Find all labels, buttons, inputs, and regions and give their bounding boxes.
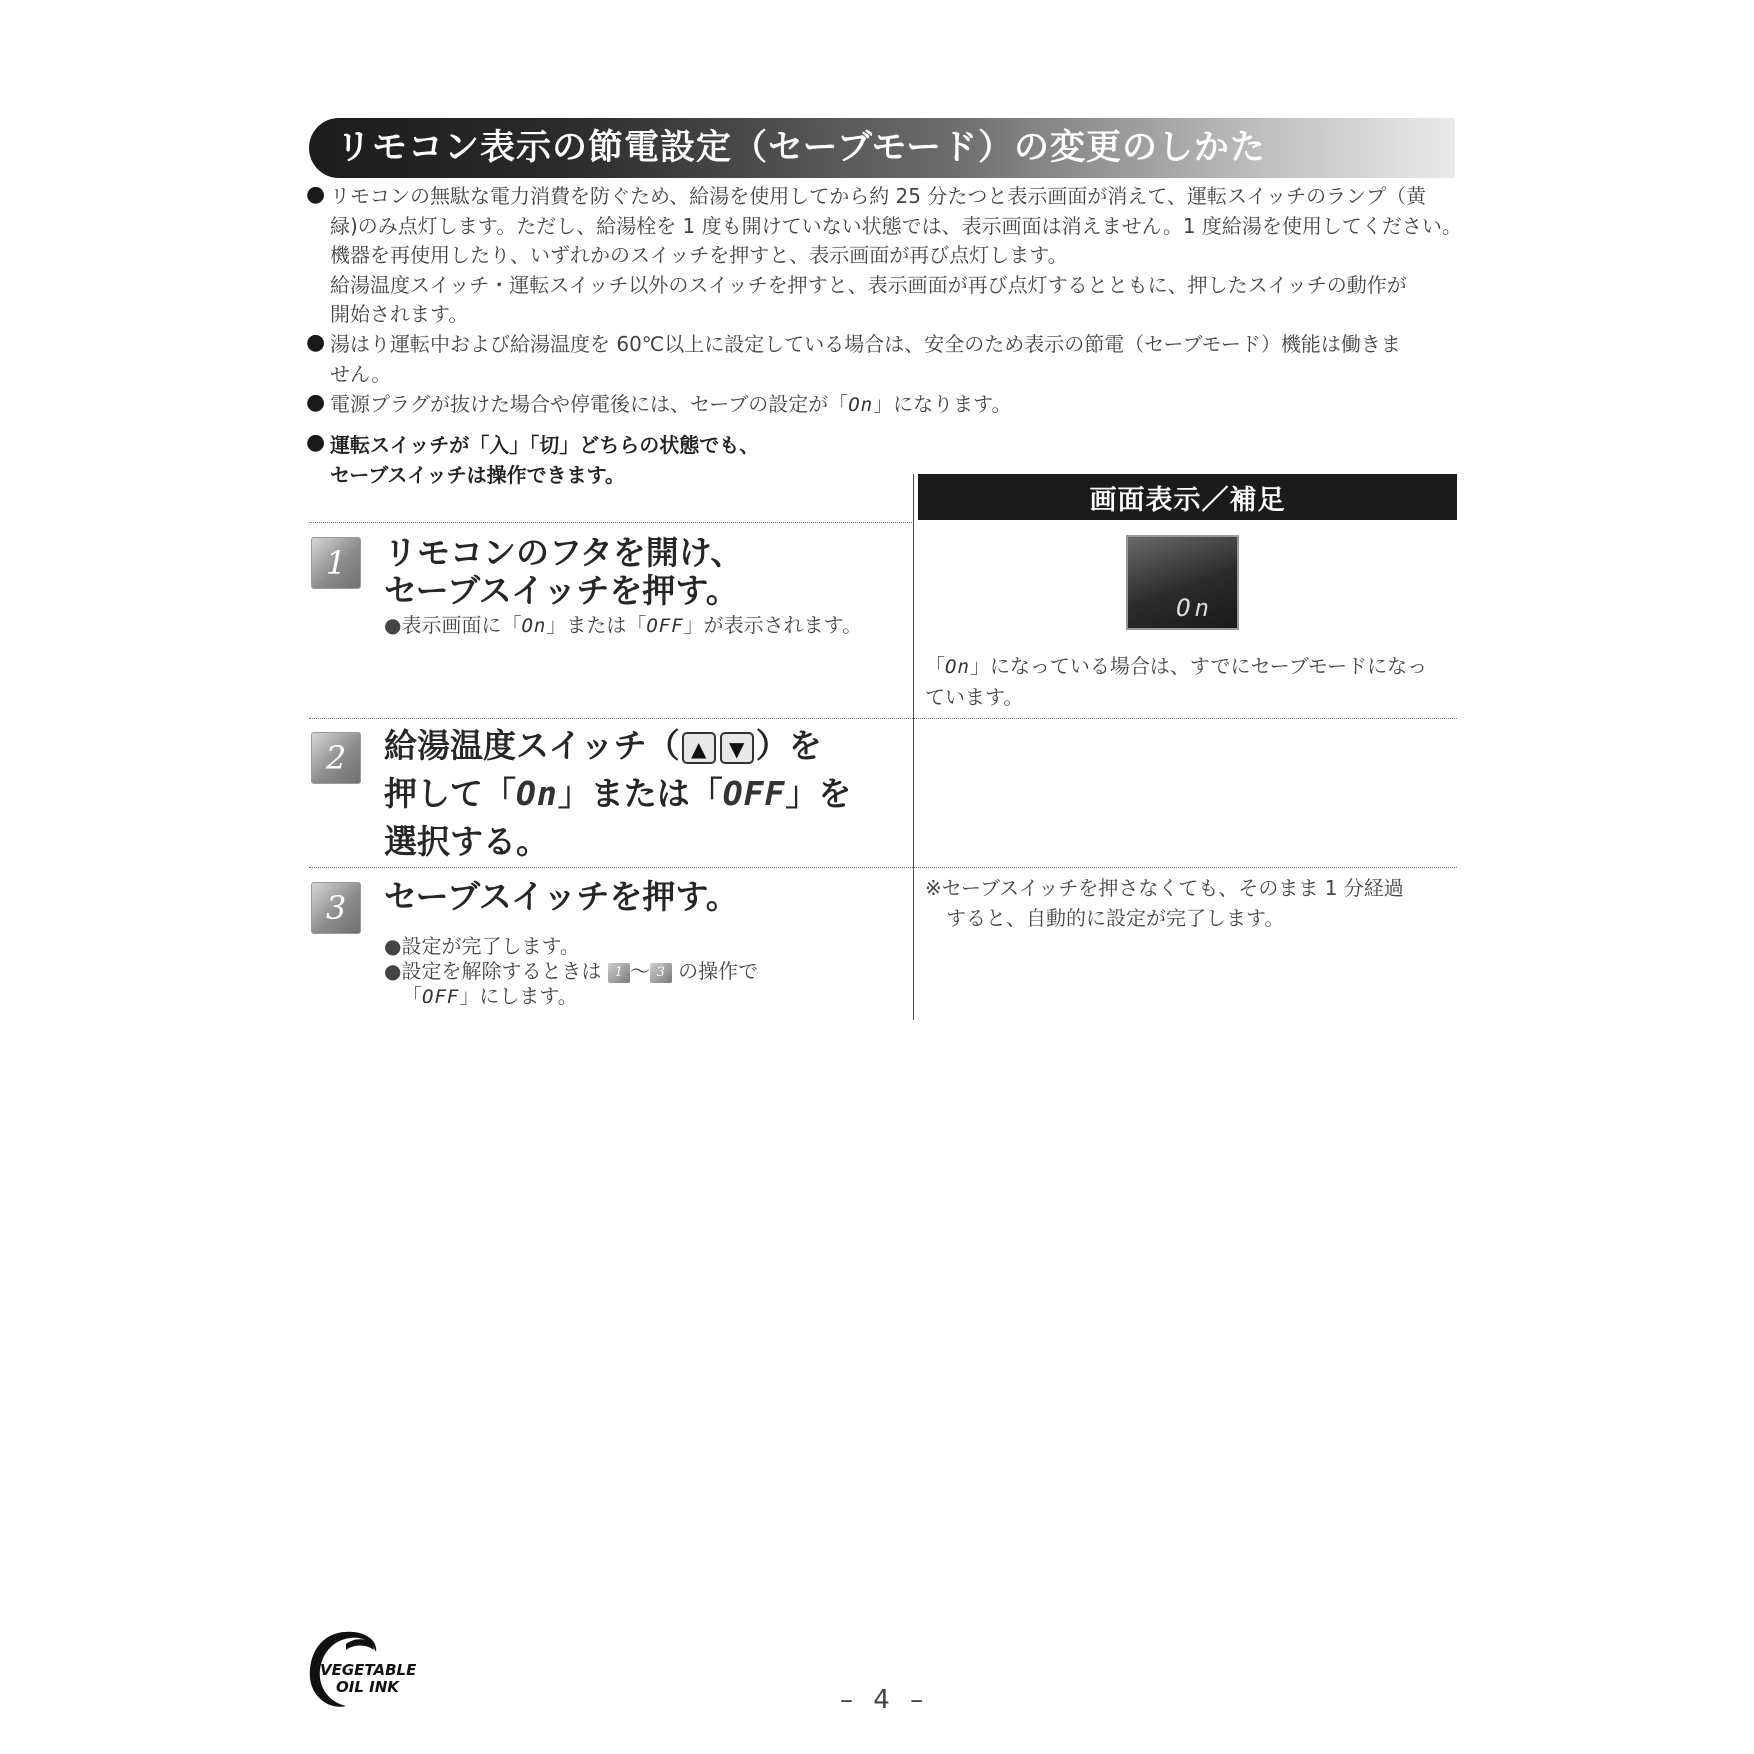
step-3-title: セーブスイッチを押す。 bbox=[384, 877, 739, 916]
column-header: 画面表示／補足 bbox=[918, 474, 1457, 520]
lcd-text: On bbox=[1176, 594, 1213, 622]
row-separator bbox=[309, 867, 1457, 868]
title-line: セーブスイッチを押す。 bbox=[384, 571, 739, 610]
segment-display-text: OFF bbox=[646, 615, 684, 637]
step-number-badge: 2 bbox=[311, 732, 361, 784]
step-3-notes bbox=[384, 934, 758, 1010]
lcd-display-image bbox=[1126, 535, 1239, 630]
title-line: 選択する。 bbox=[384, 822, 549, 861]
text: ●表示画面に「 bbox=[384, 613, 522, 637]
page-title: リモコン表示の節電設定（セーブモード）の変更のしかた bbox=[336, 128, 1267, 168]
supplement-line: ※セーブスイッチを押さなくても、そのまま 1 分経過 bbox=[925, 876, 1404, 900]
row-separator bbox=[309, 718, 1457, 719]
intro-line: 湯はり運転中および給湯温度を 60℃以上に設定している場合は、安全のため表示の節電（セーブモード）機能は働きま bbox=[330, 332, 1401, 356]
text: 」が表示されます。 bbox=[683, 613, 863, 637]
intro-paragraph-3 bbox=[330, 390, 1012, 421]
bullet-icon: ● bbox=[306, 182, 326, 207]
row-separator bbox=[309, 522, 914, 523]
text: 電源プラグが抜けた場合や停電後には、セーブの設定が「 bbox=[330, 392, 849, 416]
intro-line: リモコンの無駄な電力消費を防ぐため、給湯を使用してから約 25 分たつと表示画面が消えて、運転スイッチのランプ（黄 bbox=[330, 184, 1427, 208]
note-line bbox=[384, 959, 758, 984]
segment-display-text: OFF bbox=[722, 774, 786, 813]
bullet-icon: ● bbox=[306, 430, 326, 455]
bullet-icon: ● bbox=[306, 390, 326, 415]
note-line bbox=[384, 984, 758, 1010]
segment-display-text: On bbox=[848, 394, 874, 416]
intro-paragraph-2 bbox=[330, 330, 1401, 389]
page-number: – 4 – bbox=[840, 1685, 930, 1715]
segment-display-text: On bbox=[516, 774, 558, 813]
step-reference-badge: 1 bbox=[608, 963, 630, 983]
text: 」または「 bbox=[557, 774, 723, 813]
step-number-badge: 1 bbox=[311, 537, 361, 589]
supplement-line bbox=[925, 652, 1427, 683]
step-1-note bbox=[384, 613, 862, 639]
intro-line: せん。 bbox=[330, 361, 392, 386]
step-1-supplement bbox=[925, 652, 1427, 712]
intro-line: 機器を再使用したり、いずれかのスイッチを押すと、表示画面が再び点灯します。 bbox=[330, 243, 1068, 267]
intro-line: 給湯温度スイッチ・運転スイッチ以外のスイッチを押すと、表示画面が再び点灯するとともに、押したスイッチの動作が bbox=[330, 272, 1407, 297]
note-line: ●設定が完了します。 bbox=[384, 934, 580, 958]
segment-display-text: On bbox=[945, 656, 970, 678]
step-2-title bbox=[384, 722, 851, 866]
text: ）を bbox=[755, 726, 822, 765]
text: 〜 bbox=[629, 959, 650, 983]
text: 」になっている場合は、すでにセーブモードになっ bbox=[969, 654, 1428, 678]
vegetable-oil-ink-logo bbox=[306, 1626, 426, 1711]
step-reference-badge: 3 bbox=[650, 963, 672, 983]
title-line bbox=[384, 722, 851, 770]
title-line: リモコンのフタを開け、 bbox=[384, 533, 744, 572]
step-3-supplement bbox=[925, 874, 1404, 933]
text: 「 bbox=[925, 654, 945, 678]
segment-display-text: On bbox=[521, 615, 547, 637]
step-number-badge: 3 bbox=[311, 882, 361, 934]
text: 」になります。 bbox=[873, 392, 1012, 416]
segment-display-text: OFF bbox=[422, 986, 460, 1008]
title-line bbox=[384, 770, 851, 818]
text: ●設定を解除するときは bbox=[384, 959, 608, 983]
column-divider bbox=[913, 474, 914, 1020]
intro-line: 緑)のみ点灯します。ただし、給湯栓を 1 度も開けていない状態では、表示画面は消えません。1 度給湯を使用してください。 bbox=[330, 213, 1462, 238]
note-line: セーブスイッチは操作できます。 bbox=[330, 463, 625, 487]
operation-note bbox=[330, 430, 759, 490]
text: 「 bbox=[402, 984, 422, 1008]
supplement-line: ています。 bbox=[925, 684, 1024, 709]
intro-line: 開始されます。 bbox=[330, 302, 469, 326]
down-arrow-icon: ▼ bbox=[720, 732, 754, 764]
text: 給湯温度スイッチ（ bbox=[384, 726, 680, 765]
text: 」にします。 bbox=[459, 984, 578, 1008]
intro-paragraph-1 bbox=[330, 182, 1462, 330]
logo-text: OIL INK bbox=[336, 1678, 399, 1696]
logo-text: VEGETABLE bbox=[320, 1661, 417, 1679]
text: 」を bbox=[785, 774, 852, 813]
bullet-icon: ● bbox=[306, 330, 326, 355]
note-line: 運転スイッチが「入」「切」どちらの状態でも、 bbox=[330, 433, 760, 457]
text: 」または「 bbox=[546, 613, 647, 637]
up-arrow-icon: ▲ bbox=[682, 732, 716, 764]
text: の操作で bbox=[671, 959, 759, 983]
step-1-title bbox=[384, 529, 743, 615]
supplement-line: すると、自動的に設定が完了します。 bbox=[946, 905, 1285, 930]
text: 押して「 bbox=[384, 774, 516, 813]
